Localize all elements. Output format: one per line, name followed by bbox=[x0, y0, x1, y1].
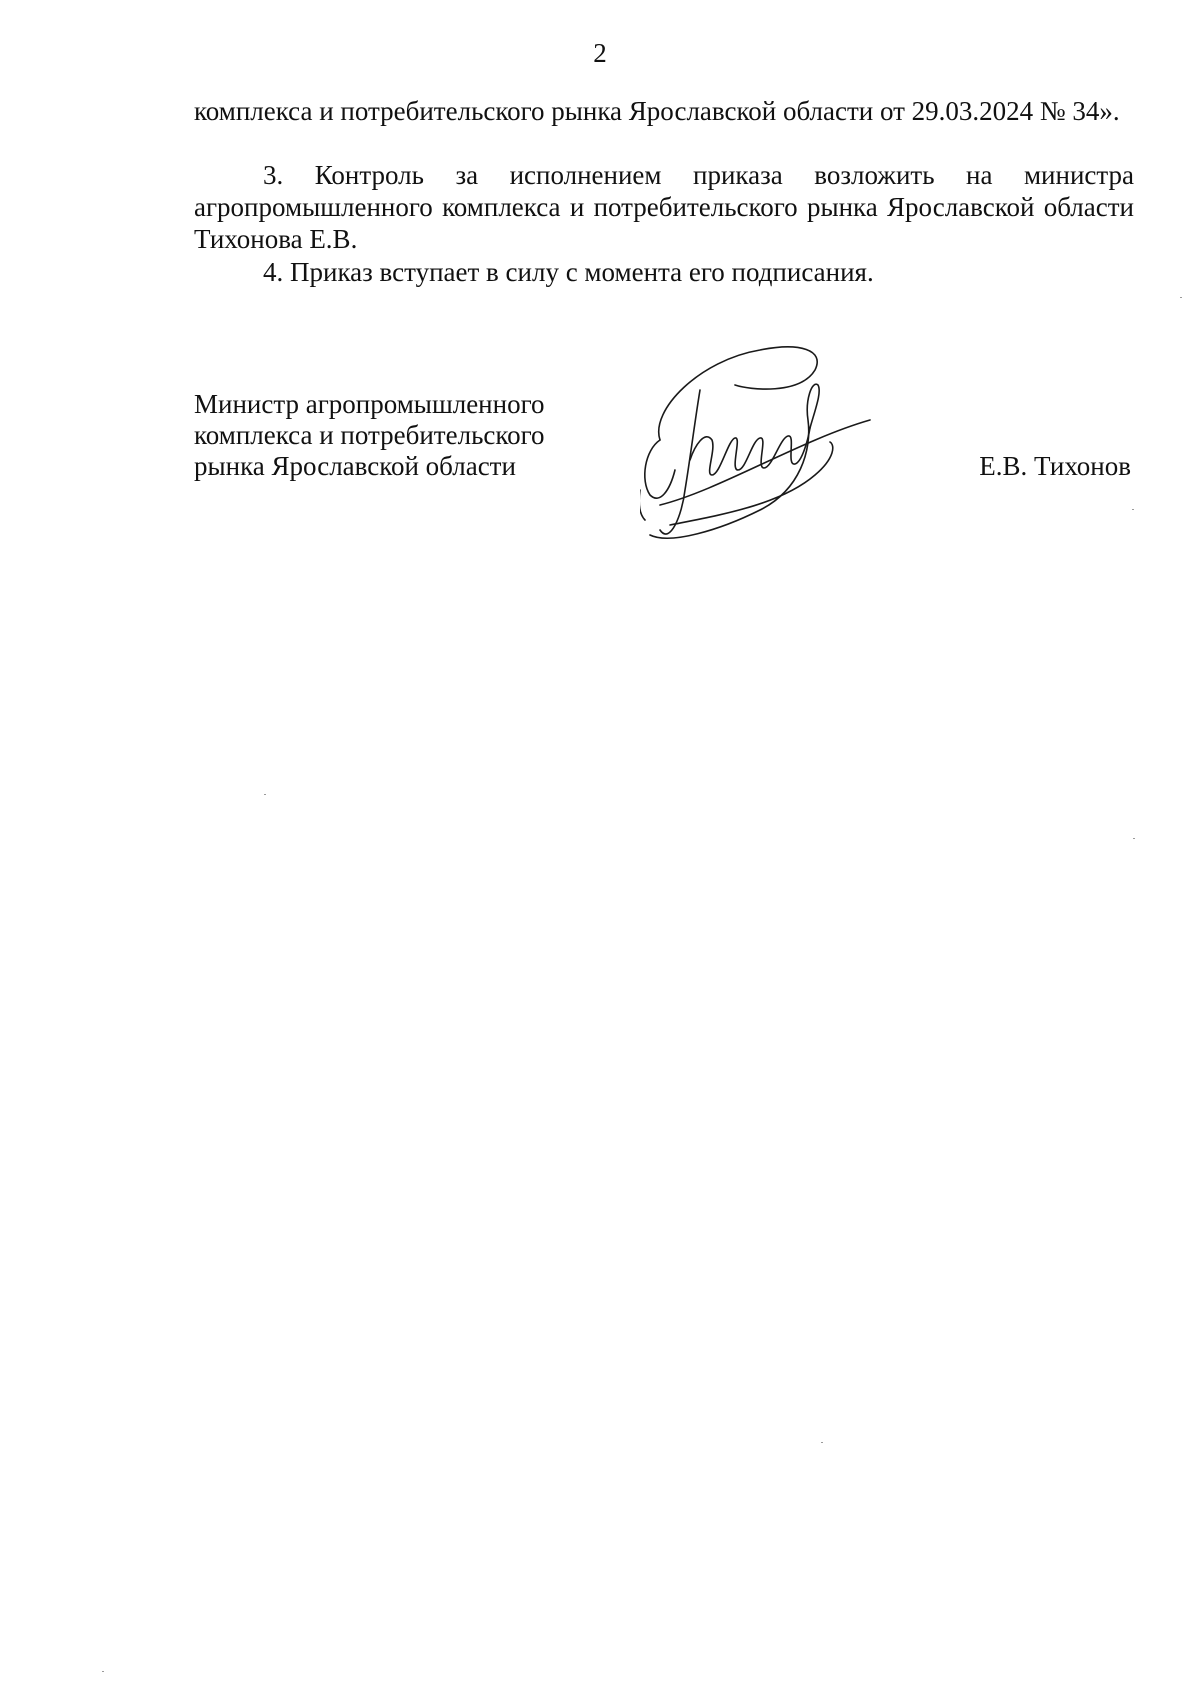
page-number: 2 bbox=[593, 38, 607, 68]
handwritten-signature bbox=[640, 330, 910, 570]
paragraph-continuation: комплекса и потребительского рынка Ярославской области от 29.03.2024 № 34». bbox=[194, 96, 1120, 126]
signatory-position bbox=[194, 389, 545, 482]
scan-speck bbox=[102, 1671, 104, 1672]
scan-speck bbox=[1133, 838, 1135, 839]
signatory-position-line: комплекса и потребительского bbox=[194, 420, 545, 450]
scan-speck bbox=[264, 794, 266, 795]
paragraph-item-3: 3. Контроль за исполнением приказа возложить на министра агропромышленного комплекса и потребительского рынка Ярославской области Тихонова Е.В. bbox=[194, 160, 1134, 254]
paragraph-item-4: 4. Приказ вступает в силу с момента его подписания. bbox=[263, 257, 874, 287]
scan-speck bbox=[1132, 509, 1134, 510]
scan-speck bbox=[821, 1442, 823, 1443]
signatory-position-line: рынка Ярославской области bbox=[194, 451, 516, 481]
scan-speck bbox=[1180, 297, 1182, 298]
signatory-position-line: Министр агропромышленного bbox=[194, 389, 545, 419]
signer-name: Е.В. Тихонов bbox=[979, 451, 1131, 481]
